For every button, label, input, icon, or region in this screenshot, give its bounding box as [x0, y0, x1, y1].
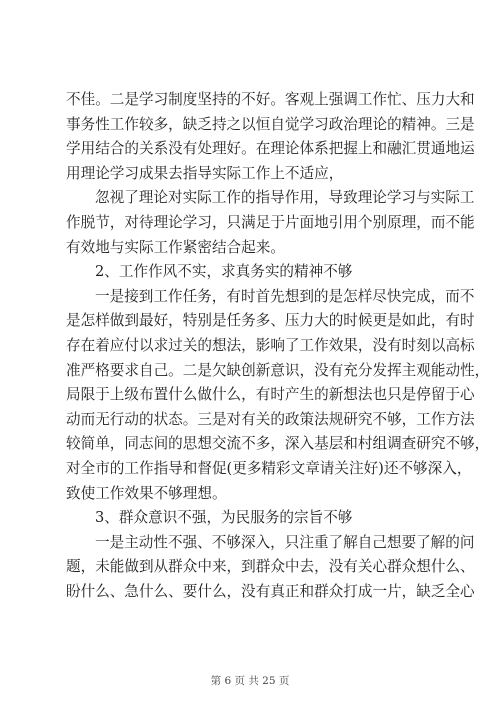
- body-line: 盼什么、急什么、要什么，没有真正和群众打成一片，缺乏全心: [66, 582, 475, 600]
- body-line: 存在着应付以求过关的想法，影响了工作效果，没有时刻以高标: [66, 336, 475, 354]
- body-line: 有效地与实际工作紧密结合起来。: [66, 238, 285, 256]
- body-line: 题，未能做到从群众中来，到群众中去，没有关心群众想什么、: [66, 558, 475, 576]
- body-line: 学用结合的关系没有处理好。在理论体系把握上和融汇贯通地运: [66, 140, 475, 158]
- section-heading: 2、工作作风不实，求真务实的精神不够: [95, 263, 353, 281]
- paragraph-start-line: 忽视了理论对实际工作的指导作用，导致理论学习与实际工: [95, 189, 475, 207]
- document-body: [66, 88, 490, 604]
- section-heading: 3、群众意识不强，为民服务的宗旨不够: [95, 509, 353, 527]
- body-line: 事务性工作较多，缺乏持之以恒自觉学习政治理论的精神。三是: [66, 115, 475, 133]
- body-line: 动而无行动的状态。三是对有关的政策法规研究不够，工作方法: [66, 410, 475, 428]
- paragraph-start-line: 一是接到工作任务，有时首先想到的是怎样尽快完成，而不: [95, 287, 475, 305]
- body-line: 用理论学习成果去指导实际工作上不适应，: [66, 164, 344, 182]
- body-line: 致使工作效果不够理想。: [66, 484, 227, 502]
- body-line: 局限于上级布置什么做什么，有时产生的新想法也只是停留于心: [66, 386, 475, 404]
- paragraph-start-line: 一是主动性不强、不够深入，只注重了解自己想要了解的问: [95, 533, 475, 551]
- body-line: 对全市的工作指导和督促(更多精彩文章请关注好)还不够深入，: [66, 459, 472, 477]
- body-line: 较简单，同志间的思想交流不多，深入基层和村组调查研究不够，: [66, 435, 490, 453]
- body-line: 不佳。二是学习制度坚持的不好。客观上强调工作忙、压力大和: [66, 91, 475, 108]
- body-line: 准严格要求自己。二是欠缺创新意识，没有充分发挥主观能动性，: [66, 361, 490, 379]
- page-footer: 第 6 页 共 25 页: [210, 675, 290, 687]
- body-line: 作脱节，对待理论学习，只满足于片面地引用个别原理，而不能: [66, 213, 475, 231]
- body-line: 是怎样做到最好，特别是任务多、压力大的时候更是如此，有时: [66, 312, 475, 330]
